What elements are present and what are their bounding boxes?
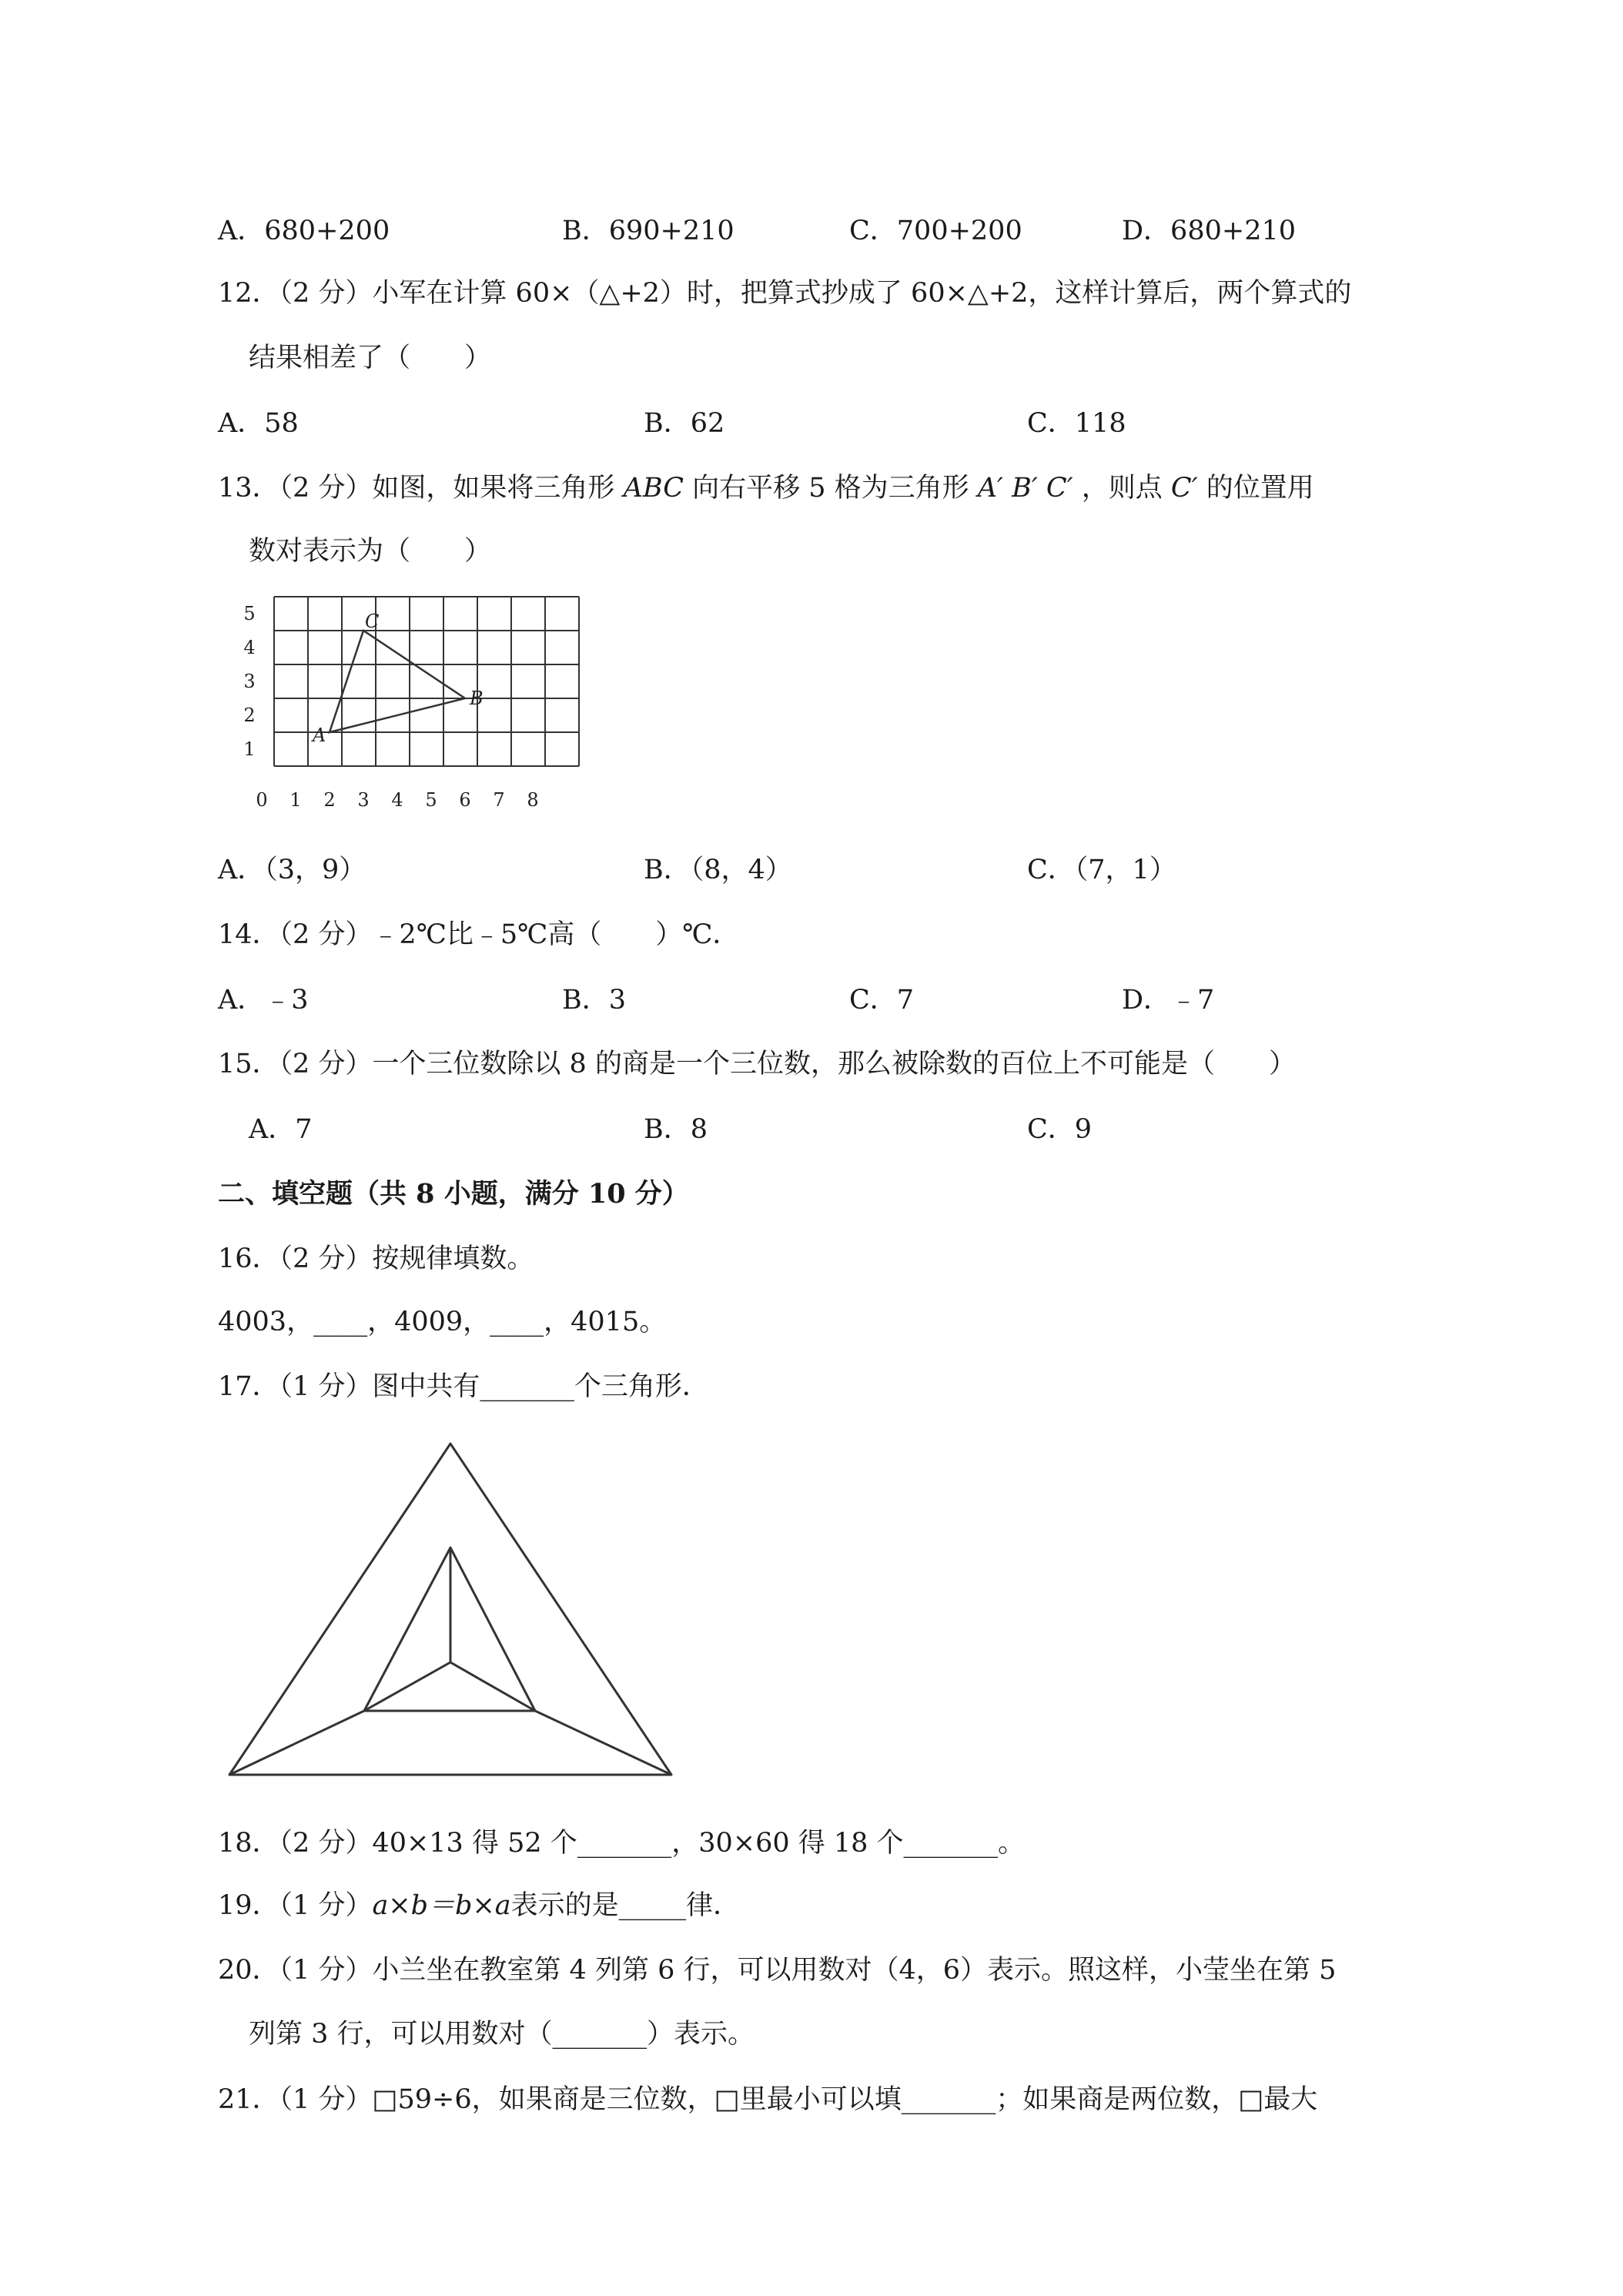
q14-option-b: B．3: [562, 985, 626, 1016]
x-tick-label: 2: [323, 789, 336, 811]
q12-option-c: C．118: [1027, 408, 1126, 439]
q13-option-c: C．（7，1）: [1027, 855, 1176, 885]
q15-text-line1: 15．（2 分）一个三位数除以 8 的商是一个三位数，那么被除数的百位上不可能是（ ）: [218, 1049, 1296, 1079]
x-tick-label: 5: [425, 789, 437, 811]
q15-option-c: C．9: [1027, 1114, 1093, 1145]
y-tick-label: 1: [243, 738, 256, 760]
q14-option-c: C．7: [849, 985, 915, 1016]
q13-text-line1: 13．（2 分）如图，如果将三角形 ABC 向右平移 5 格为三角形 A′ B′ C′ ，则点 C′ 的位置用: [218, 473, 1314, 504]
q16-sequence: 4003，____，4009，____，4015。: [218, 1307, 667, 1337]
q16-text-line1: 16．（2 分）按规律填数。: [218, 1243, 534, 1274]
q12-text-line2: 结果相差了（ ）: [249, 343, 492, 373]
x-tick-label: 6: [459, 789, 471, 811]
q17-triangle-figure: [223, 1436, 685, 1790]
q17-text-line1: 17．（1 分）图中共有_______个三角形．: [218, 1371, 709, 1402]
y-tick-label: 5: [243, 603, 256, 624]
y-tick-label: 4: [243, 637, 256, 658]
q11-option-a: A．680+200: [218, 216, 390, 246]
triangle-abc: [330, 631, 465, 732]
point-label-a: A: [313, 725, 326, 746]
x-tick-label: 7: [493, 789, 505, 811]
x-tick-label: 0: [256, 789, 268, 811]
q15-option-a: A．7: [249, 1114, 313, 1145]
q14-text-line1: 14．（2 分）﹣2℃比﹣5℃高（ ）℃．: [218, 919, 740, 950]
q18-text-line1: 18．（2 分）40×13 得 52 个_______，30×60 得 18 个_______。: [218, 1828, 1026, 1859]
q11-option-d: D．680+210: [1122, 216, 1296, 246]
q13-text-line2: 数对表示为（ ）: [249, 536, 492, 567]
q14-option-a: A．﹣3: [218, 985, 309, 1016]
x-tick-label: 8: [527, 789, 539, 811]
section-2-title: 二、填空题（共 8 小题，满分 10 分）: [218, 1178, 689, 1210]
q13-option-a: A．（3，9）: [218, 855, 366, 885]
point-label-c: C: [365, 611, 380, 632]
q21-text-line1: 21．（1 分）□59÷6，如果商是三位数，□里最小可以填_______；如果商是两位数，□最大: [218, 2084, 1318, 2115]
q13-option-b: B．（8，4）: [644, 855, 792, 885]
q15-option-b: B．8: [644, 1114, 708, 1145]
q14-option-d: D．﹣7: [1122, 985, 1215, 1016]
q19-text-line1: 19．（1 分）a×b＝b×a表示的是_____律．: [218, 1890, 741, 1921]
q12-text-line1: 12．（2 分）小军在计算 60×（△+2）时，把算式抄成了 60×△+2，这样计算后，两个算式的: [218, 278, 1352, 309]
q11-option-c: C．700+200: [849, 216, 1022, 246]
x-tick-label: 4: [391, 789, 403, 811]
q12-option-a: A．58: [218, 408, 299, 439]
point-label-b: B: [470, 688, 484, 709]
q12-option-b: B．62: [644, 408, 725, 439]
q13-coordinate-grid: [239, 593, 593, 824]
q11-option-b: B．690+210: [562, 216, 735, 246]
y-tick-label: 3: [243, 671, 256, 692]
q20-text-line1: 20．（1 分）小兰坐在教室第 4 列第 6 行，可以用数对（4，6）表示。照这样，小莹坐在第 5: [218, 1955, 1337, 1986]
x-tick-label: 1: [289, 789, 302, 811]
q19-formula: a×b＝b×a: [372, 1890, 511, 1921]
y-tick-label: 2: [243, 705, 256, 726]
x-tick-label: 3: [357, 789, 370, 811]
q20-text-line2: 列第 3 行，可以用数对（_______）表示。: [249, 2019, 755, 2050]
